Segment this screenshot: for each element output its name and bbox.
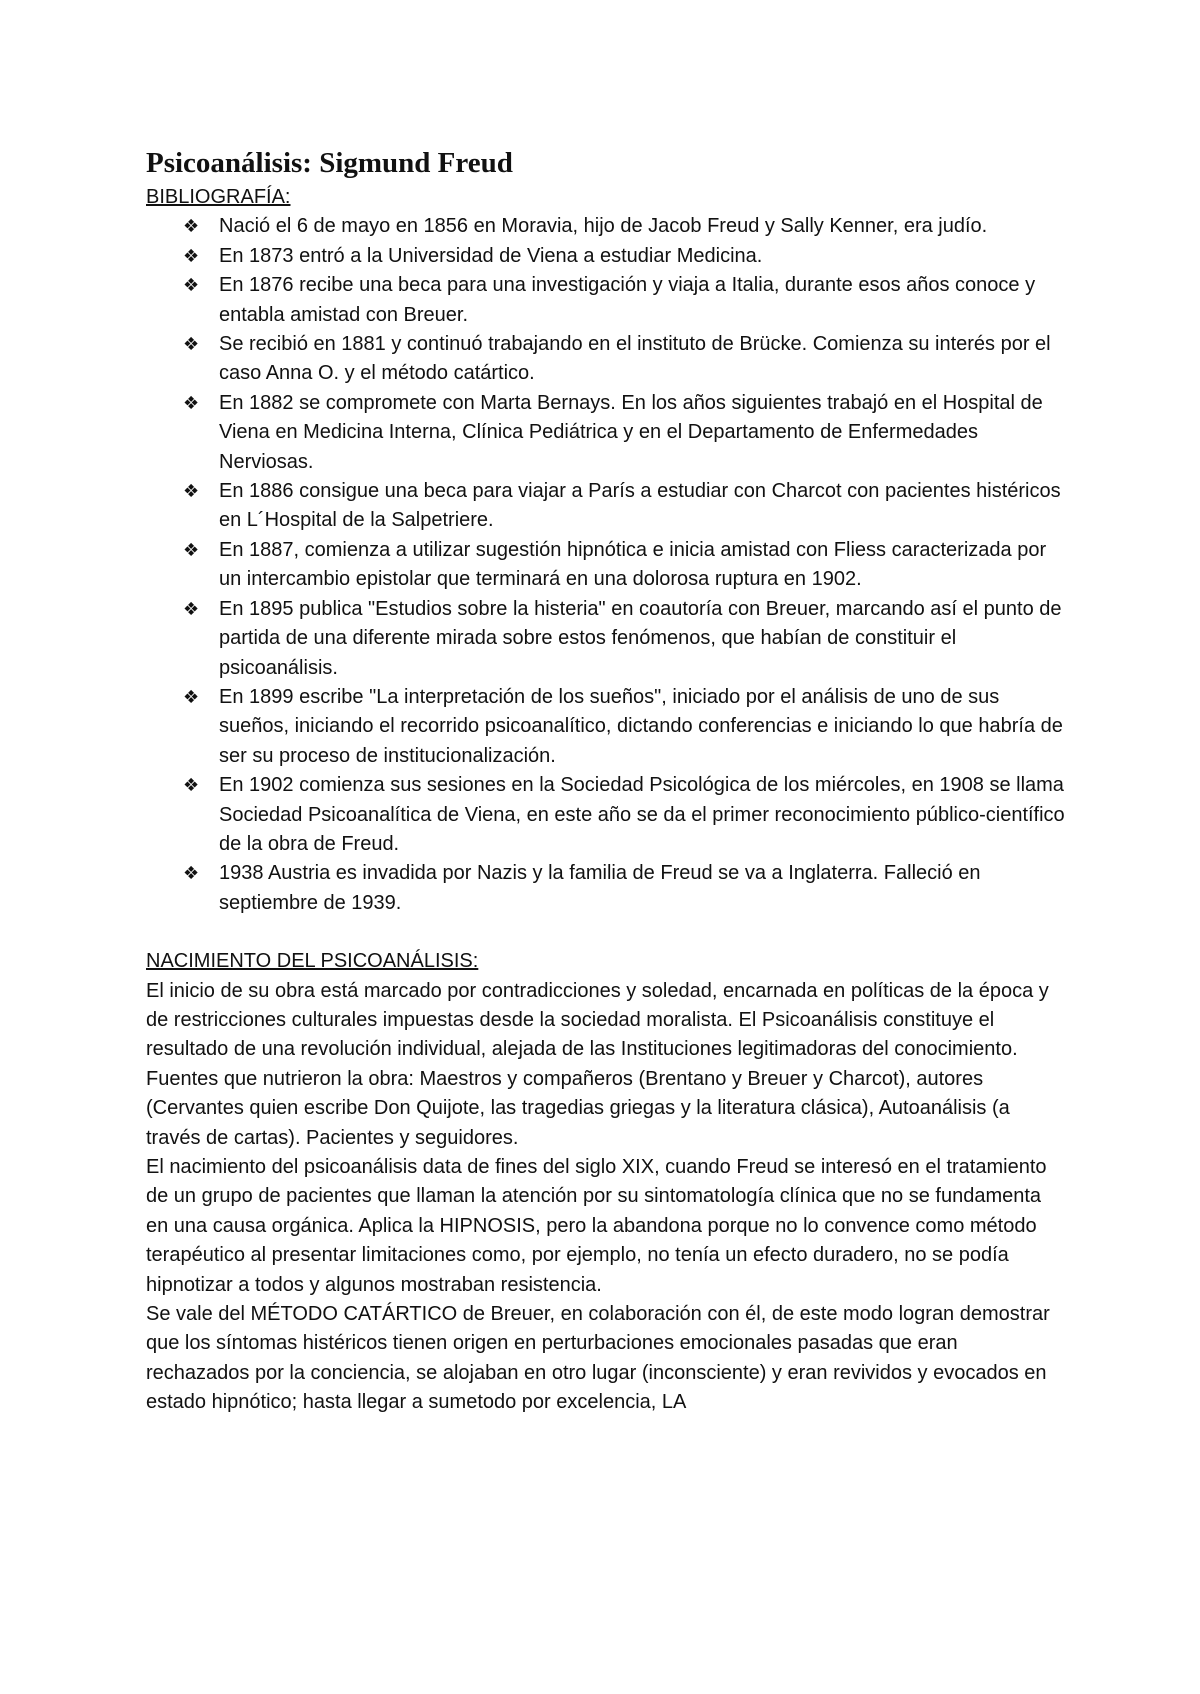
diamond-bullet-icon: ❖ (183, 775, 200, 797)
body-paragraph: El nacimiento del psicoanálisis data de fines del siglo XIX, cuando Freud se interesó en el tratamiento de un grupo de pacientes que llaman la atención por su sintomatología clínica que no se fundamenta en una causa orgánica. Aplica la HIPNOSIS, pero la abandona porque no lo convence como método terapéutico al presentar limitaciones como, por ejemplo, no tenía un efecto duradero, no se podía hipnotizar a todos y algunos mostraban resistencia. (146, 1156, 1047, 1296)
list-item-text: En 1895 publica "Estudios sobre la histeria" en coautoría con Breuer, marcando así el punto de partida de una diferente mirada sobre estos fenómenos, que habían de constituir el psicoanálisis. (219, 597, 1062, 679)
section-spacer (146, 918, 1066, 947)
list-item-text: En 1873 entró a la Universidad de Viena a estudiar Medicina. (219, 244, 763, 267)
list-item-text: En 1899 escribe "La interpretación de los sueños", iniciado por el análisis de uno de sus sueños, iniciando el recorrido psicoanalítico, dictando conferencias e iniciando lo que habría de ser su proceso de institucionalización. (219, 685, 1063, 767)
birth-heading: NACIMIENTO DEL PSICOANÁLISIS: (146, 950, 479, 973)
body-paragraph: Se vale del MÉTODO CATÁRTICO de Breuer, en colaboración con él, de este modo logran demostrar que los síntomas histéricos tienen origen en perturbaciones emocionales pasadas que eran rechazados por la conciencia, se alojaban en otro lugar (inconsciente) y eran revividos y evocados en estado hipnótico; hasta llegar a sumetodo por excelencia, LA (146, 1303, 1050, 1414)
document-title: Psicoanálisis: Sigmund Freud (146, 147, 513, 179)
list-item-text: En 1886 consigue una beca para viajar a París a estudiar con Charcot con pacientes histéricos en L´Hospital de la Salpetriere. (219, 480, 1061, 532)
list-item (146, 330, 1066, 389)
diamond-bullet-icon: ❖ (183, 686, 200, 708)
list-item (146, 771, 1066, 859)
bibliography-list (146, 212, 1066, 918)
list-item-text: Se recibió en 1881 y continuó trabajando en el instituto de Brücke. Comienza su interés por el caso Anna O. y el método catártico. (219, 333, 1051, 385)
diamond-bullet-icon: ❖ (183, 539, 200, 561)
list-item (146, 389, 1066, 477)
diamond-bullet-icon: ❖ (183, 863, 200, 885)
list-item-text: En 1882 se compromete con Marta Bernays. En los años siguientes trabajó en el Hospital de Viena en Medicina Interna, Clínica Pediátrica y en el Departamento de Enfermedades Nerviosas. (219, 391, 1043, 473)
list-item (146, 477, 1066, 536)
body-paragraph: El inicio de su obra está marcado por contradicciones y soledad, encarnada en políticas de la época y de restricciones culturales impuestas desde la sociedad moralista. El Psicoanálisis constituye el resultado de una revolución individual, alejada de las Instituciones legitimadoras del conocimiento. (146, 979, 1049, 1061)
document-page (146, 143, 1066, 1418)
list-item-text: Nació el 6 de mayo en 1856 en Moravia, hijo de Jacob Freud y Sally Kenner, era judío. (219, 215, 988, 238)
list-item (146, 683, 1066, 771)
diamond-bullet-icon: ❖ (183, 392, 200, 414)
body-paragraph: Fuentes que nutrieron la obra: Maestros y compañeros (Brentano y Breuer y Charcot), autores (Cervantes quien escribe Don Quijote, las tragedias griegas y la literatura clásica), Autoanálisis (a través de cartas). Pacientes y seguidores. (146, 1067, 1010, 1149)
diamond-bullet-icon: ❖ (183, 245, 200, 267)
list-item (146, 859, 1066, 918)
diamond-bullet-icon: ❖ (183, 481, 200, 503)
bibliography-heading: BIBLIOGRAFÍA: (146, 186, 291, 208)
list-item-text: En 1902 comienza sus sesiones en la Sociedad Psicológica de los miércoles, en 1908 se llama Sociedad Psicoanalítica de Viena, en este año se da el primer reconocimiento público-científico de la obra de Freud. (219, 774, 1065, 855)
diamond-bullet-icon: ❖ (183, 334, 200, 356)
list-item-text: En 1887, comienza a utilizar sugestión hipnótica e inicia amistad con Fliess caracterizada por un intercambio epistolar que terminará en una dolorosa ruptura en 1902. (219, 538, 1047, 591)
list-item (146, 536, 1066, 595)
list-item (146, 271, 1066, 330)
diamond-bullet-icon: ❖ (183, 275, 200, 297)
list-item (146, 242, 1066, 271)
list-item-text: 1938 Austria es invadida por Nazis y la familia de Freud se va a Inglaterra. Falleció en septiembre de 1939. (219, 862, 981, 914)
diamond-bullet-icon: ❖ (183, 598, 200, 620)
list-item-text: En 1876 recibe una beca para una investigación y viaja a Italia, durante esos años conoce y entabla amistad con Breuer. (219, 274, 1036, 326)
list-item (146, 212, 1066, 241)
diamond-bullet-icon: ❖ (183, 216, 200, 238)
list-item (146, 595, 1066, 683)
